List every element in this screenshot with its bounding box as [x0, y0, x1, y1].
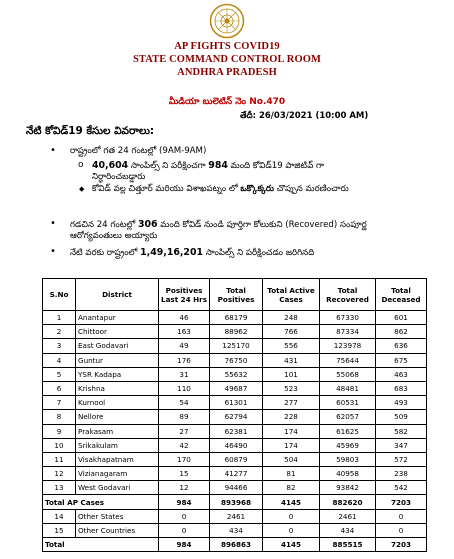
cell-active-cases: 277 — [263, 396, 320, 410]
cell-recovered: 2461 — [320, 509, 376, 523]
cell-total-positives: 49687 — [210, 381, 263, 395]
cell-deceased: 636 — [376, 339, 427, 353]
cell-district: West Godavari — [76, 481, 159, 495]
samples-tested-value: 40,604 — [92, 160, 129, 171]
cell-district: Chittoor — [76, 325, 159, 339]
point-positives-continued: నిర్ధారించబడ్డారు — [92, 172, 146, 182]
cell-positives-24h: 42 — [159, 438, 210, 452]
grand-total-row — [43, 538, 427, 552]
cell-positives-24h: 984 — [159, 495, 210, 509]
bulletin-number: మీడియా బులెటిన్ నెం No.470 — [168, 97, 286, 107]
section-heading: నేటి కోవిడ్19 కేసుల వివరాలు: — [26, 125, 155, 137]
cell-deceased: 509 — [376, 410, 427, 424]
table-header-row — [43, 279, 427, 311]
cell-total-positives: 94466 — [210, 481, 263, 495]
cell-positives-24h: 12 — [159, 481, 210, 495]
cell-active-cases: 766 — [263, 325, 320, 339]
cell-district: Other Countries — [76, 523, 159, 537]
cell-total-positives: 55632 — [210, 367, 263, 381]
cell-recovered: 123978 — [320, 339, 376, 353]
table-row — [43, 410, 427, 424]
bullet-marker: • — [50, 218, 56, 229]
point-total-samples-text: నేటి వరకు రాష్ట్రంలో — [70, 248, 141, 258]
table-row — [43, 353, 427, 367]
cell-district: Srikakulam — [76, 438, 159, 452]
cell-active-cases: 174 — [263, 424, 320, 438]
header-recovered: Total Recovered — [320, 279, 376, 311]
cell-recovered: 62057 — [320, 410, 376, 424]
header-district: District — [76, 279, 159, 311]
cell-district: Visakhapatnam — [76, 452, 159, 466]
point-recovered-text: గడచిన 24 గంటల్లో — [70, 220, 138, 230]
point-samples-window: రాష్ట్రంలో గత 24 గంటల్లో (9AM-9AM) — [70, 146, 207, 156]
cell-positives-24h: 170 — [159, 452, 210, 466]
cell-active-cases: 82 — [263, 481, 320, 495]
cell-total-label: Total AP Cases — [43, 495, 159, 509]
table-row — [43, 424, 427, 438]
header-state: ANDHRA PRADESH — [177, 67, 277, 78]
bulletin-date — [240, 111, 368, 123]
table-row — [43, 381, 427, 395]
table-row — [43, 481, 427, 495]
cell-district: Nellore — [76, 410, 159, 424]
point-positives — [92, 160, 324, 172]
header-total-positives: Total Positives — [210, 279, 263, 311]
cell-deceased: 463 — [376, 367, 427, 381]
cell-sno: 9 — [43, 424, 76, 438]
table-row — [43, 311, 427, 325]
cell-positives-24h: 0 — [159, 523, 210, 537]
table-row — [43, 438, 427, 452]
cell-sno: 15 — [43, 523, 76, 537]
point-positives-text-end: మంది కోవిడ్19 పాజిటివ్ గా — [227, 161, 324, 171]
state-emblem-icon — [209, 3, 245, 39]
header-title: AP FIGHTS COVID19 — [174, 41, 280, 52]
cell-district: Guntur — [76, 353, 159, 367]
cell-deceased: 862 — [376, 325, 427, 339]
cell-sno: 1 — [43, 311, 76, 325]
point-total-samples — [70, 247, 314, 259]
cell-total-positives: 434 — [210, 523, 263, 537]
cell-district: Kurnool — [76, 396, 159, 410]
cell-total-positives: 60879 — [210, 452, 263, 466]
header-positives-24h: Positives Last 24 Hrs — [159, 279, 210, 311]
cell-deceased: 0 — [376, 523, 427, 537]
table-row — [43, 325, 427, 339]
cell-active-cases: 556 — [263, 339, 320, 353]
cell-district: YSR Kadapa — [76, 367, 159, 381]
bullet-marker: • — [50, 145, 56, 156]
cell-recovered: 885515 — [320, 538, 376, 552]
total-ap-row — [43, 495, 427, 509]
cell-sno: 5 — [43, 367, 76, 381]
cell-deceased: 347 — [376, 438, 427, 452]
table-row — [43, 523, 427, 537]
cell-recovered: 60531 — [320, 396, 376, 410]
header-active-cases: Total Active Cases — [263, 279, 320, 311]
cell-deceased: 572 — [376, 452, 427, 466]
table-row — [43, 339, 427, 353]
point-recovered — [70, 219, 367, 231]
cell-recovered: 67330 — [320, 311, 376, 325]
cell-sno: 2 — [43, 325, 76, 339]
cell-positives-24h: 984 — [159, 538, 210, 552]
date-label: తేదీ: — [240, 111, 257, 121]
cell-total-positives: 88962 — [210, 325, 263, 339]
cell-positives-24h: 0 — [159, 509, 210, 523]
table-row — [43, 396, 427, 410]
table-row — [43, 509, 427, 523]
point-positives-text: సాంపిల్స్ ని పరీక్షించగా — [128, 161, 209, 171]
cell-deceased: 542 — [376, 481, 427, 495]
district-cases-table — [42, 278, 427, 552]
cell-recovered: 882620 — [320, 495, 376, 509]
diamond-marker: ◆ — [79, 185, 85, 193]
cell-active-cases: 81 — [263, 467, 320, 481]
cell-recovered: 434 — [320, 523, 376, 537]
cell-sno: 11 — [43, 452, 76, 466]
cell-positives-24h: 54 — [159, 396, 210, 410]
circle-marker: o — [78, 160, 84, 170]
cell-recovered: 87334 — [320, 325, 376, 339]
cell-sno: 8 — [43, 410, 76, 424]
cell-sno: 14 — [43, 509, 76, 523]
cell-total-positives: 62381 — [210, 424, 263, 438]
cell-positives-24h: 176 — [159, 353, 210, 367]
point-recovered-text-end: మంది కోవిడ్ నుండి పూర్తిగా కోలుకుని (Recovered) సంపూర్ణ — [157, 220, 367, 230]
cell-deceased: 582 — [376, 424, 427, 438]
cell-active-cases: 174 — [263, 438, 320, 452]
cell-district: Anantapur — [76, 311, 159, 325]
cell-total-positives: 76750 — [210, 353, 263, 367]
cell-active-cases: 0 — [263, 509, 320, 523]
point-recovered-continued: ఆరోగ్యవంతులు అయ్యారు — [70, 231, 158, 241]
cell-recovered: 61625 — [320, 424, 376, 438]
cell-total-positives: 2461 — [210, 509, 263, 523]
cell-active-cases: 504 — [263, 452, 320, 466]
cell-total-positives: 62794 — [210, 410, 263, 424]
cell-district: East Godavari — [76, 339, 159, 353]
positives-value: 984 — [208, 160, 228, 171]
cell-active-cases: 228 — [263, 410, 320, 424]
total-samples-value: 1,49,16,201 — [140, 247, 203, 258]
cell-recovered: 40958 — [320, 467, 376, 481]
cell-positives-24h: 49 — [159, 339, 210, 353]
table-row — [43, 367, 427, 381]
cell-total-label: Total — [43, 538, 159, 552]
cell-sno: 3 — [43, 339, 76, 353]
cell-sno: 4 — [43, 353, 76, 367]
cell-total-positives: 125170 — [210, 339, 263, 353]
cell-active-cases: 523 — [263, 381, 320, 395]
cell-positives-24h: 15 — [159, 467, 210, 481]
cell-deceased: 601 — [376, 311, 427, 325]
header-sno: S.No — [43, 279, 76, 311]
recovered-value: 306 — [137, 219, 158, 230]
cell-sno: 6 — [43, 381, 76, 395]
cell-recovered: 75644 — [320, 353, 376, 367]
cell-positives-24h: 89 — [159, 410, 210, 424]
point-total-samples-text-end: సాంపిల్స్ ని పరీక్షించడం జరిగినది — [203, 248, 315, 258]
cell-total-positives: 41277 — [210, 467, 263, 481]
table-row — [43, 452, 427, 466]
cell-active-cases: 0 — [263, 523, 320, 537]
point-deaths-text: కోవిడ్ వల్ల చిత్తూర్ మరియు విశాఖపట్నం లో — [92, 184, 241, 194]
cell-district: Prakasam — [76, 424, 159, 438]
cell-active-cases: 4145 — [263, 538, 320, 552]
cell-recovered: 93842 — [320, 481, 376, 495]
cell-positives-24h: 110 — [159, 381, 210, 395]
cell-deceased: 675 — [376, 353, 427, 367]
cell-total-positives: 896863 — [210, 538, 263, 552]
point-deaths — [92, 184, 349, 195]
cell-active-cases: 101 — [263, 367, 320, 381]
cell-deceased: 493 — [376, 396, 427, 410]
cell-positives-24h: 31 — [159, 367, 210, 381]
cell-total-positives: 61301 — [210, 396, 263, 410]
header-subtitle: STATE COMMAND CONTROL ROOM — [132, 54, 321, 65]
cell-total-positives: 893968 — [210, 495, 263, 509]
cell-sno: 10 — [43, 438, 76, 452]
cell-positives-24h: 163 — [159, 325, 210, 339]
cell-deceased: 7203 — [376, 538, 427, 552]
deaths-emphasis: ఒక్కొక్కరు — [240, 184, 274, 194]
bullet-marker: • — [50, 246, 56, 257]
cell-total-positives: 68179 — [210, 311, 263, 325]
cell-deceased: 0 — [376, 509, 427, 523]
table-row — [43, 467, 427, 481]
cell-active-cases: 4145 — [263, 495, 320, 509]
cell-sno: 12 — [43, 467, 76, 481]
cell-recovered: 55068 — [320, 367, 376, 381]
cell-sno: 13 — [43, 481, 76, 495]
header-deceased: Total Deceased — [376, 279, 427, 311]
cell-district: Vizianagaram — [76, 467, 159, 481]
cell-deceased: 683 — [376, 381, 427, 395]
point-deaths-text-end: చొప్పున మరణించారు — [273, 184, 349, 194]
cell-positives-24h: 46 — [159, 311, 210, 325]
cell-sno: 7 — [43, 396, 76, 410]
date-value: 26/03/2021 (10:00 AM) — [256, 111, 369, 121]
cell-deceased: 238 — [376, 467, 427, 481]
cell-district: Other States — [76, 509, 159, 523]
cell-positives-24h: 27 — [159, 424, 210, 438]
cell-recovered: 48481 — [320, 381, 376, 395]
cell-deceased: 7203 — [376, 495, 427, 509]
cell-active-cases: 248 — [263, 311, 320, 325]
cell-active-cases: 431 — [263, 353, 320, 367]
cell-recovered: 59803 — [320, 452, 376, 466]
cell-total-positives: 46490 — [210, 438, 263, 452]
cell-recovered: 45969 — [320, 438, 376, 452]
cell-district: Krishna — [76, 381, 159, 395]
